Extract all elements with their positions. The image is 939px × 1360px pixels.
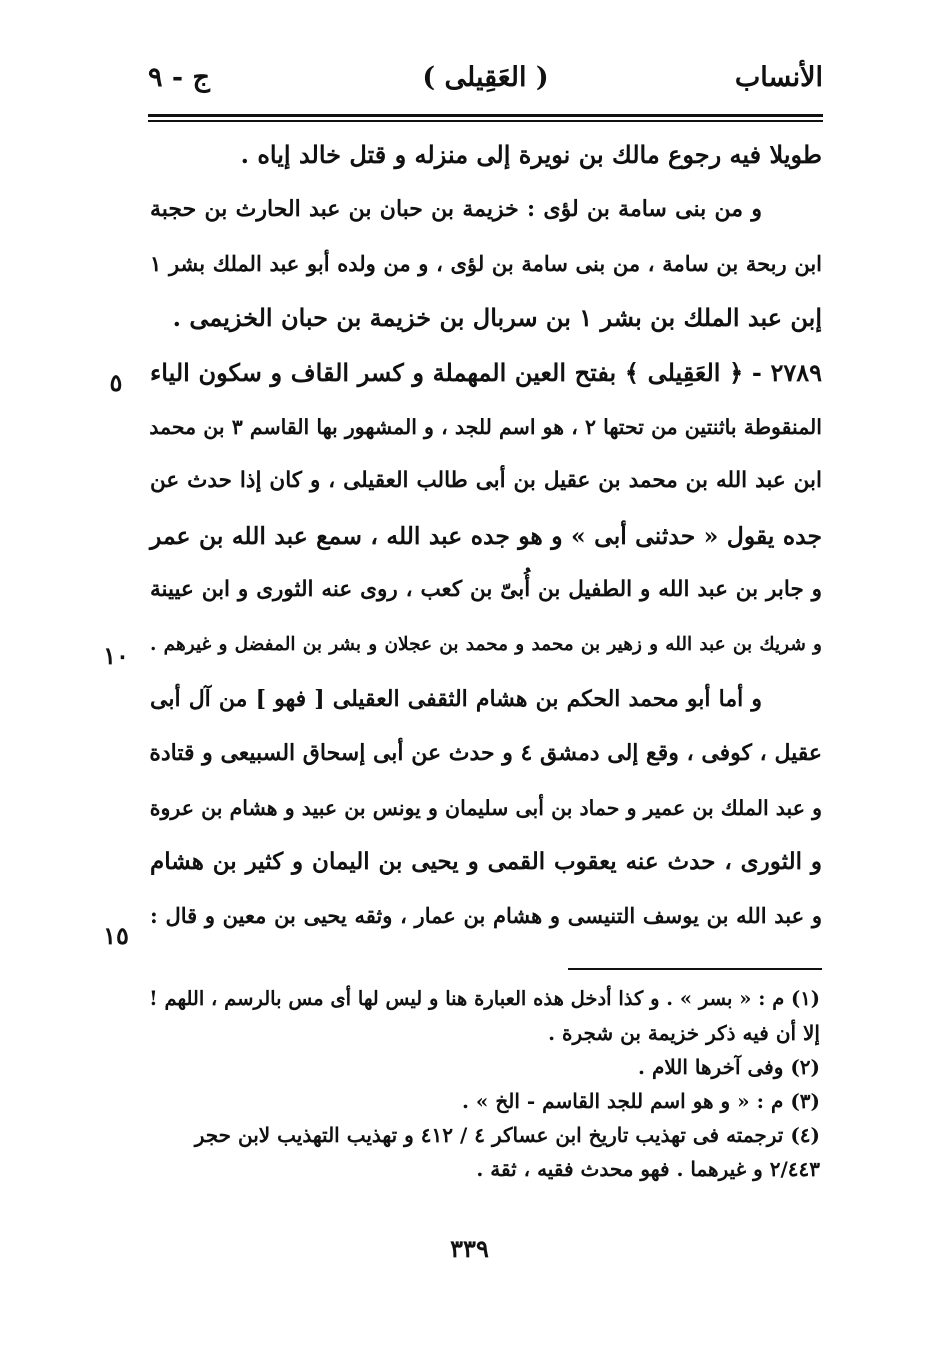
header-rule-thin [148, 120, 823, 122]
text-line: و عبد الله بن يوسف التنيسى و هشام بن عمار ، وثقه يحيى بن معين و قال : [150, 903, 822, 929]
line-number-10: ١٠ [103, 641, 129, 670]
line-number-15: ١٥ [103, 921, 129, 950]
text-line: و من بنى سامة بن لؤى : خزيمة بن حبان بن عبد الحارث بن حجبة [150, 196, 762, 223]
text-line: و أما أبو محمد الحكم بن هشام الثقفى العقيلى [ فهو ] من آل أبى [150, 685, 762, 712]
footnote-separator [568, 968, 822, 970]
footnote-line: (١) م : « بسر » . و كذا أدخل هذه العبارة هنا و ليس لها أى مس بالرسم ، اللهم ! [149, 987, 820, 1010]
footnote-line: إلا أن فيه ذكر خزيمة بن شجرة . [548, 1021, 820, 1045]
text-line: عقيل ، كوفى ، وقع إلى دمشق ٤ و حدث عن أبى إسحاق السبيعى و قتادة [149, 740, 822, 767]
text-line: جده يقول « حدثنى أبى » و هو جده عبد الله ، سمع عبد الله بن عمر [150, 521, 822, 550]
header-book-title: الأنساب [734, 62, 823, 93]
text-line: طويلا فيه رجوع مالك بن نويرة إلى منزله و قتل خالد إياه . [240, 140, 822, 169]
footnote-line: (٤) ترجمته فى تهذيب تاريخ ابن عساكر ٤ / ٤١٢ و تهذيب التهذيب لابن حجر [194, 1123, 820, 1147]
line-number-5: ٥ [109, 368, 123, 397]
page-header [148, 62, 823, 106]
footnotes [140, 982, 820, 1186]
header-rule-thick [148, 114, 823, 117]
text-line: إبن عبد الملك بن بشر ١ بن سربال بن خزيمة بن حبان الخزيمى . [172, 303, 822, 333]
header-entry-title: ( العَقِيلى ) [422, 62, 549, 93]
footnote-line: (٣) م : « و هو اسم للجد القاسم - الخ » . [461, 1089, 820, 1113]
footnote-line: (٢) وفى آخرها اللام . [638, 1055, 820, 1079]
main-text [150, 128, 822, 944]
text-line: و عبد الملك بن عمير و حماد بن أبى سليمان و يونس بن عبيد و هشام بن عروة [149, 795, 822, 820]
text-line: المنقوطة باثنتين من تحتها ٢ ، هو اسم للجد ، و المشهور بها القاسم ٣ بن محمد [149, 414, 822, 439]
page-number: ٣٣٩ [450, 1234, 489, 1263]
text-line: و شريك بن عبد الله و زهير بن محمد و محمد بن عجلان و بشر بن المفضل و غيرهم . [150, 633, 822, 655]
entry-heading-line: ٢٧٨٩ - ﴿ العَقِيلى ﴾ بفتح العين المهملة و كسر القاف و سكون الياء [150, 357, 822, 387]
text-line: و جابر بن عبد الله و الطفيل بن أُبىّ بن كعب ، روى عنه الثورى و ابن عيينة [150, 577, 823, 603]
footnote-line: ٢/٤٤٣ و غيرهما . فهو محدث فقيه ، ثقة . [476, 1157, 820, 1181]
header-volume: ج - ٩ [148, 62, 210, 93]
text-line: ابن ربحة بن سامة ، من بنى سامة بن لؤى ، و من ولده أبو عبد الملك بشر ١ [150, 250, 822, 276]
text-line: و الثورى ، حدث عنه يعقوب القمى و يحيى بن اليمان و كثير بن هشام [150, 848, 822, 876]
text-line: ابن عبد الله بن محمد بن عقيل بن أبى طالب العقيلى ، و كان إذا حدث عن [150, 468, 822, 494]
